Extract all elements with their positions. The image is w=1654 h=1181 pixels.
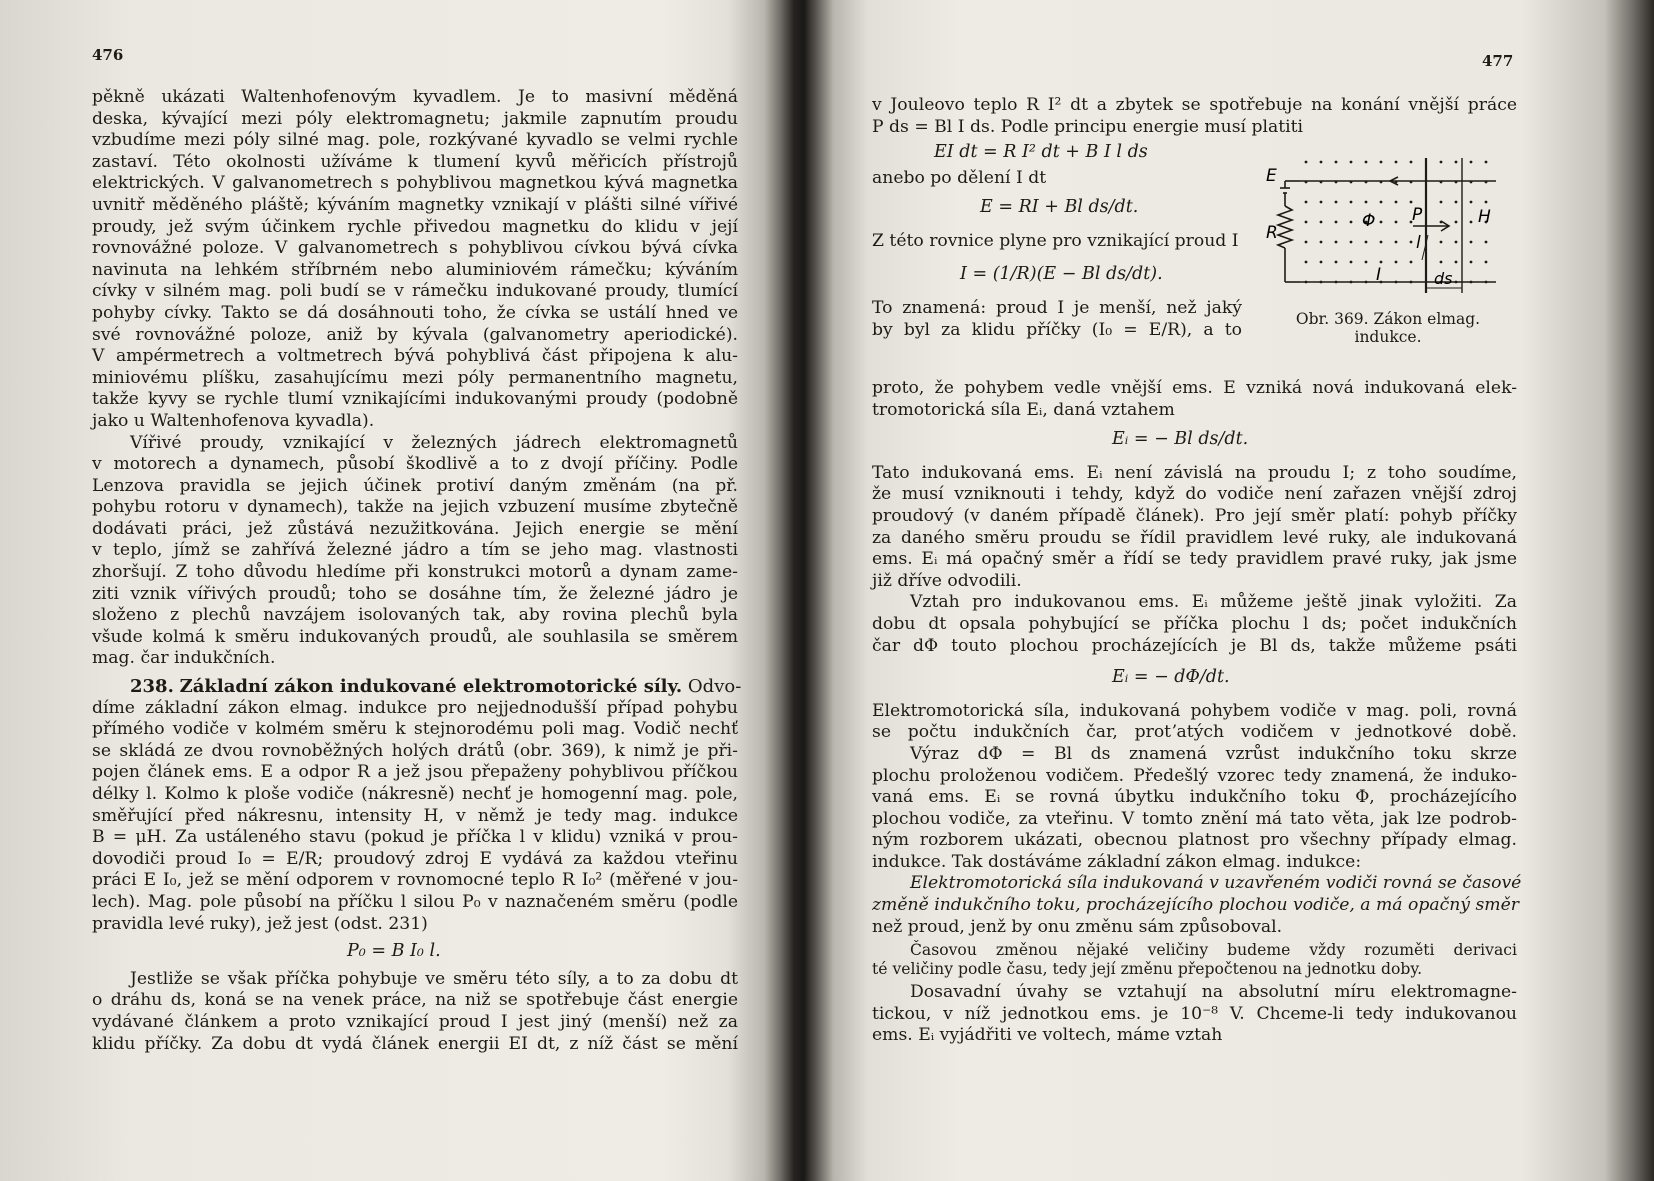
text-line: V ampérmetrech a voltmetrech bývá pohyblivá část připojena k alu- <box>92 346 738 367</box>
text-line: pohyby cívky. Takto se dá dosáhnouti toho, že cívka se ustálí hned ve <box>92 302 738 323</box>
text-line: za daného směru proudu se řídil pravidlem levé ruky, ale indukovaná <box>872 527 1517 548</box>
field-dot <box>1380 221 1383 224</box>
field-dot <box>1455 241 1458 244</box>
field-dot <box>1470 221 1473 224</box>
text-line: Z této rovnice plyne pro vznikající proud I <box>872 230 1239 251</box>
field-dot <box>1320 181 1323 184</box>
field-dot <box>1395 201 1398 204</box>
field-dot <box>1395 241 1398 244</box>
field-dot <box>1350 241 1353 244</box>
text-line: dobu dt opsala pohybující se příčka plochu l ds; počet indukčních <box>872 613 1517 634</box>
text-line: vzbudíme mezi póly silné mag. pole, rozkývané kyvadlo se velmi rychle <box>92 130 738 151</box>
field-dot <box>1305 261 1308 264</box>
field-dot <box>1440 221 1443 224</box>
field-dot <box>1485 181 1488 184</box>
field-dot <box>1485 201 1488 204</box>
text-line: deska, kývající mezi póly elektromagnetu; jakmile zapnutím proudu <box>92 108 738 129</box>
text-line: zhoršují. Z toho důvodu hledíme při konstrukci motorů a dynam zame- <box>92 562 738 583</box>
text-line: B = μH. Za ustáleného stavu (pokud je příčka l v klidu) vzniká v prou- <box>92 827 738 848</box>
field-dot <box>1440 161 1443 164</box>
field-dot <box>1320 161 1323 164</box>
figure-caption <box>1268 310 1508 346</box>
left-page-text <box>92 87 742 1055</box>
field-dot <box>1470 161 1473 164</box>
field-dot <box>1485 161 1488 164</box>
caption-line: indukce. <box>1354 328 1422 346</box>
field-dot <box>1365 181 1368 184</box>
text-line: Výraz dΦ = Bl ds znamená vzrůst indukčního toku skrze <box>910 743 1517 764</box>
text-line: tromotorická síla Eᵢ, daná vztahem <box>872 399 1175 420</box>
field-dot <box>1410 261 1413 264</box>
field-dot <box>1410 181 1413 184</box>
text-line: by byl za klidu příčky (I₀ = E/R), a to <box>872 319 1242 340</box>
field-dot <box>1455 161 1458 164</box>
text-line: Jestliže se však příčka pohybuje ve směru této síly, a to za dobu dt <box>130 968 738 989</box>
field-dot <box>1410 281 1413 284</box>
field-dot <box>1350 281 1353 284</box>
text-line: klidu příčky. Za dobu dt vydá článek energii EI dt, z níž část se mění <box>92 1033 738 1054</box>
text-line: ems. Eᵢ vyjádřiti ve voltech, máme vztah <box>872 1025 1223 1046</box>
field-dot <box>1305 241 1308 244</box>
text-line: délky l. Kolmo k ploše vodiče (nákresně) nechť je homogenní mag. pole, <box>92 784 738 804</box>
text-line: proudy, jež svým účinkem rychle přivedou magnetku do klidu v její <box>92 216 738 237</box>
text-line: pěkně ukázati Waltenhofenovým kyvadlem. Je to masivní měděná <box>92 87 738 107</box>
text-line: dodávati práci, jež zůstává nezužitkována. Jejich energie se mění <box>92 518 738 539</box>
section-number: 238. <box>130 676 174 698</box>
text-line: všude kolmá k směru indukovaných proudů, ale souhlasila se směrem <box>92 626 738 647</box>
field-dot <box>1320 201 1323 204</box>
field-dot <box>1335 261 1338 264</box>
equation-ei-1: Eᵢ = − Bl ds/dt. <box>1112 429 1249 450</box>
text-line: díme základní zákon elmag. indukce pro nejjednodušší případ pohybu <box>92 697 738 718</box>
text-line: indukce. Tak dostáváme základní zákon elmag. indukce: <box>872 851 1362 872</box>
field-dot <box>1440 241 1443 244</box>
field-dot <box>1440 201 1443 204</box>
text-line: vydávané článkem a proto vznikající proud I jest jiný (menší) než za <box>92 1011 738 1032</box>
text-line: Lenzova pravidla se jejich účinek protiví daným změnám (na př. <box>92 475 738 496</box>
text-line: takže kyvy se rychle tlumí vznikajícími indukovanými proudy (podobně <box>92 389 738 410</box>
text-line: se skládá ze dvou rovnoběžných holých drátů (obr. 369), k nimž je při- <box>92 740 738 761</box>
text-line: uvnitř měděného pláště; kýváním magnetky vznikají v plášti silné vířivé <box>92 194 738 215</box>
field-dot <box>1350 181 1353 184</box>
text-line: dovodiči proud I₀ = E/R; proudový zdroj E vydává za každou vteřinu <box>92 848 738 869</box>
field-dot <box>1380 241 1383 244</box>
field-dot <box>1395 221 1398 224</box>
text-line: Elektromotorická síla, indukovaná pohybem vodiče v mag. poli, rovná <box>872 700 1517 721</box>
field-dot <box>1320 241 1323 244</box>
equation-e: E = RI + Bl ds/dt. <box>980 197 1139 218</box>
field-dot <box>1470 201 1473 204</box>
text-line: že musí vzniknouti i tehdy, když do vodiče není zařazen vnější zdroj <box>872 484 1517 505</box>
text-line: směřující před nákresnu, intensity H, v němž je tedy mag. indukce <box>92 805 738 826</box>
field-dot <box>1455 201 1458 204</box>
text-line: se počtu indukčních čar, protʼatých vodičem v jednotkové době. <box>872 722 1517 743</box>
field-dot <box>1350 161 1353 164</box>
field-dot <box>1305 181 1308 184</box>
field-dot <box>1350 221 1353 224</box>
text-line: P ds = Bl I ds. Podle principu energie musí platiti <box>872 116 1304 137</box>
text-line: o dráhu ds, koná se na venek práce, na niž se spotřebuje část energie <box>92 990 738 1011</box>
note-line: té veličiny podle času, tedy její změnu přepočtenou na jednotku doby. <box>872 960 1423 979</box>
field-dot <box>1335 161 1338 164</box>
text-line: Odvo- <box>687 676 742 698</box>
text-line: pohybu rotoru v dynamech), takže na jejich vzbuzení musíme zbytečně <box>92 497 738 518</box>
text-line: v motorech a dynamech, působí škodlivě a to z dvojí příčiny. Podle <box>92 454 738 475</box>
text-line: Vztah pro indukovanou ems. Eᵢ můžeme ještě jinak vyložiti. Za <box>910 592 1517 613</box>
field-dot <box>1440 181 1443 184</box>
field-dot <box>1365 201 1368 204</box>
text-line: ems. Eᵢ má opačný směr a řídí se tedy pravidlem pravé ruky, jak jsme <box>872 549 1517 570</box>
field-dot <box>1335 181 1338 184</box>
field-dot <box>1485 261 1488 264</box>
text-line: zastaví. Této okolnosti užíváme k tlumení kyvů měřicích přístrojů <box>92 151 738 172</box>
text-line: rovnovážné poloze. V galvanometrech s pohyblivou cívkou bývá cívka <box>92 238 738 259</box>
field-dot <box>1335 241 1338 244</box>
field-dot <box>1455 221 1458 224</box>
field-dot <box>1335 201 1338 204</box>
right-page-top-text <box>872 95 1517 138</box>
field-dot <box>1440 261 1443 264</box>
text-line: vaná ems. Eᵢ se rovná úbytku indukčního toku Φ, procházejícího <box>872 787 1517 808</box>
field-dot <box>1380 161 1383 164</box>
text-line: anebo po dělení I dt <box>872 167 1047 188</box>
field-dot <box>1470 241 1473 244</box>
field-dot <box>1350 261 1353 264</box>
fig-label-ds: ds <box>1434 269 1453 288</box>
text-line: plochu proloženou vodičem. Předešlý vzorec tedy znamená, že induko- <box>872 765 1517 786</box>
text-line: plochou vodiče, za vteřinu. V tomto znění má tato věta, jak lze podrob- <box>872 808 1517 829</box>
text-line: miniovému plíšku, zasahujícímu mezi póly permanentního magnetu, <box>92 367 738 388</box>
field-dot <box>1305 201 1308 204</box>
field-dot <box>1380 201 1383 204</box>
field-dot <box>1470 261 1473 264</box>
field-dot <box>1410 241 1413 244</box>
text-line: přímého vodiče v kolmém směru k stejnorodému poli mag. Vodič nechť <box>92 719 738 740</box>
field-dot <box>1470 181 1473 184</box>
text-line: v teplo, jímž se zahřívá železné jádro a tím se jeho mag. vlastnosti <box>92 540 738 561</box>
fig-label-l: l <box>1416 233 1421 253</box>
resistor-zigzag <box>1278 206 1292 248</box>
right-page-derivation <box>872 142 1252 341</box>
field-dot <box>1365 241 1368 244</box>
note-line: Časovou změnou nějaké veličiny budeme vždy rozuměti derivaci <box>910 941 1517 960</box>
fig-label-e: E <box>1266 166 1277 186</box>
field-dot <box>1305 161 1308 164</box>
fig-label-i: I <box>1376 265 1382 285</box>
field-dot <box>1410 161 1413 164</box>
text-line: cívky v silném mag. poli budí se v rámečku indukované proudy, tlumící <box>92 281 738 302</box>
field-dot <box>1320 281 1323 284</box>
text-line: ziti vznik vířivých proudů; toho se dosáhne tím, že železné jádro je <box>92 583 738 604</box>
field-dot <box>1305 281 1308 284</box>
text-line: již dříve odvodili. <box>872 570 1022 591</box>
field-dot <box>1350 201 1353 204</box>
field-dot <box>1335 281 1338 284</box>
field-dot <box>1365 261 1368 264</box>
right-page-number: 477 <box>1482 52 1514 70</box>
field-dot <box>1320 261 1323 264</box>
equation-ei-2: Eᵢ = − dΦ/dt. <box>1112 667 1230 688</box>
field-dot <box>1455 181 1458 184</box>
section-heading-line <box>92 676 742 698</box>
text-line: proto, že pohybem vedle vnější ems. E vzniká nová indukovaná elek- <box>872 378 1517 398</box>
field-dot <box>1470 281 1473 284</box>
text-line: tickou, v níž jednotkou ems. je 10⁻⁸ V. Chceme-li tedy indukovanou <box>872 1003 1517 1024</box>
left-page-number: 476 <box>92 46 124 64</box>
text-line: Vířivé proudy, vznikající v železných jádrech elektromagnetů <box>130 432 738 453</box>
equation-p0: P₀ = B I₀ l. <box>347 941 441 962</box>
text-line: pojen článek ems. E a odpor R a jež jsou přepaženy pohyblivou příčkou <box>92 762 738 783</box>
equation-i: I = (1/R)(E − Bl ds/dt). <box>960 264 1163 285</box>
field-dot <box>1380 261 1383 264</box>
field-dot <box>1335 221 1338 224</box>
field-dot <box>1455 261 1458 264</box>
field-dot <box>1485 241 1488 244</box>
law-statement-line: změně indukčního toku, procházejícího plochou vodiče, a má opačný směr <box>872 895 1519 916</box>
text-line: proudový (v daném případě článek). Pro její směr platí: pohyb příčky <box>872 505 1517 526</box>
fig-label-h: H <box>1478 207 1491 227</box>
text-line: Tato indukovaná ems. Eᵢ není závislá na proudu I; z toho soudíme, <box>872 462 1517 483</box>
text-line: Dosavadní úvahy se vztahují na absolutní míru elektromagne- <box>910 982 1517 1003</box>
field-dot <box>1395 181 1398 184</box>
field-dot <box>1395 161 1398 164</box>
field-dot <box>1320 221 1323 224</box>
fig-label-phi: Φ <box>1362 211 1376 231</box>
text-line: práci E I₀, jež se mění odporem v rovnomocné teplo R I₀² (měřené v jou- <box>92 870 738 891</box>
text-line: lech). Mag. pole působí na příčku l silou P₀ v naznačeném směru (podle <box>92 891 738 912</box>
fig-label-r: R <box>1266 223 1278 243</box>
text-line: čar dΦ touto plochou procházejících je Bl ds, takže můžeme psáti <box>872 635 1517 656</box>
text-line: mag. čar indukčních. <box>92 648 276 669</box>
field-dot <box>1455 281 1458 284</box>
field-dot <box>1365 281 1368 284</box>
text-line: v Jouleovo teplo R I² dt a zbytek se spotřebuje na konání vnější práce <box>872 95 1517 115</box>
field-dot <box>1365 161 1368 164</box>
right-page-text <box>872 378 1522 1047</box>
field-dot <box>1395 261 1398 264</box>
equation-energy: EI dt = R I² dt + B I l ds <box>934 142 1148 162</box>
text-line: jako u Waltenhofenova kyvadla). <box>92 410 375 431</box>
text-line: navinuta na lehkém stříbrném nebo aluminiovém rámečku; kýváním <box>92 259 738 280</box>
field-dot <box>1380 181 1383 184</box>
caption-line: Obr. 369. Zákon elmag. <box>1295 310 1481 328</box>
text-line: své rovnovážné poloze, aniž by kývala (galvanometry aperiodické). <box>92 324 738 345</box>
text-line: elektrických. V galvanometrech s pohyblivou magnetkou kývá magnetka <box>92 173 738 194</box>
text-line: složeno z plechů navzájem isolovaných tak, aby rovina plechů byla <box>92 605 738 626</box>
fig-label-p: P <box>1412 205 1423 225</box>
text-line: než proud, jenž by onu změnu sám způsoboval. <box>872 916 1283 937</box>
figure-369 <box>1266 148 1514 306</box>
field-dot <box>1485 281 1488 284</box>
field-dot <box>1305 221 1308 224</box>
field-dot <box>1395 281 1398 284</box>
field-dots <box>1305 161 1488 284</box>
section-title: Základní zákon indukované elektromotorické síly. <box>179 676 683 698</box>
text-line: ným rozborem ukázati, obecnou platnost pro všechny případy elmag. <box>872 830 1517 851</box>
text-line: To znamená: proud I je menší, než jaký <box>872 297 1242 318</box>
text-line: pravidla levé ruky), jež jest (odst. 231) <box>92 913 428 934</box>
law-statement-line: Elektromotorická síla indukovaná v uzavřeném vodiči rovná se časové <box>910 873 1522 894</box>
field-dot <box>1410 201 1413 204</box>
